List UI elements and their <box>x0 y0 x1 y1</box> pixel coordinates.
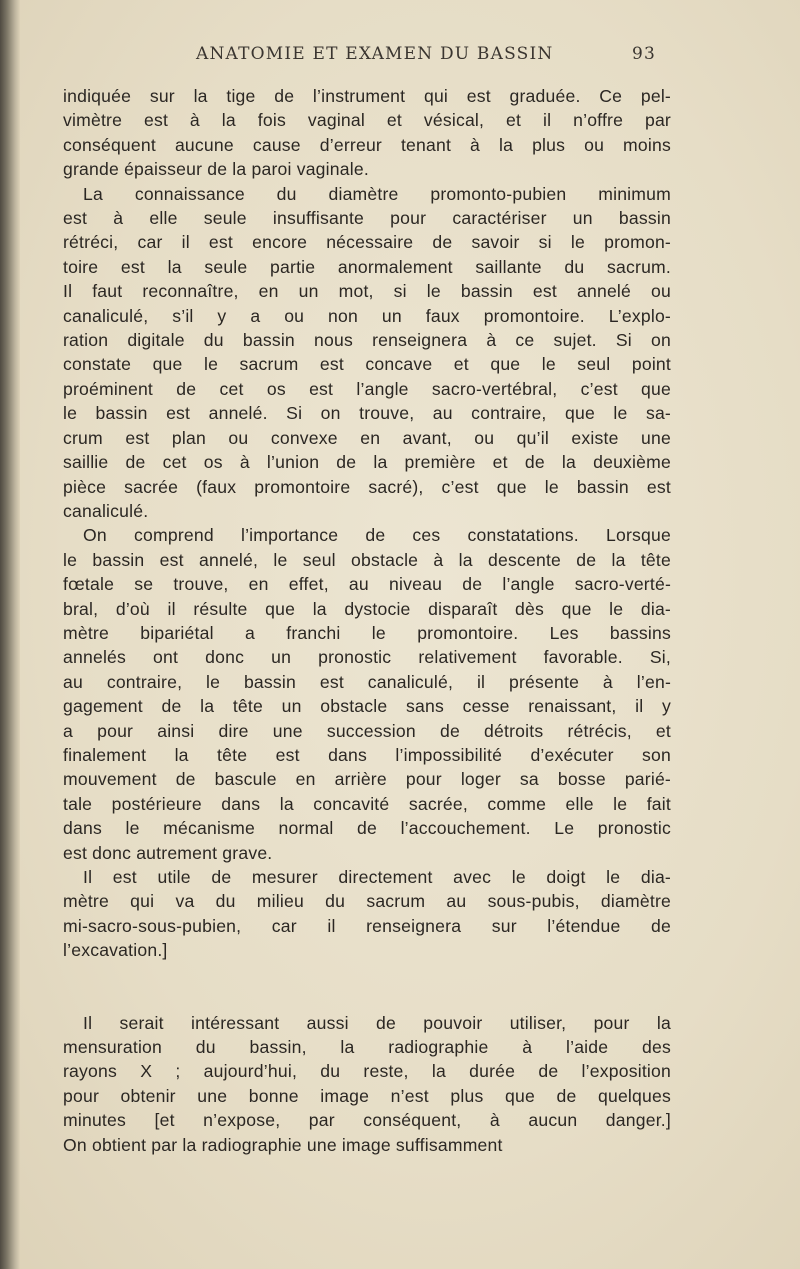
text-line: canaliculé, s’il y a ou non un faux promontoire. L’explo- <box>63 305 671 326</box>
text-line: bral, d’où il résulte que la dystocie disparaît dès que le dia- <box>63 598 671 619</box>
running-title: ANATOMIE ET EXAMEN DU BASSIN <box>196 44 554 64</box>
text-line: Il est utile de mesurer directement avec le doigt le dia- <box>83 867 671 887</box>
text-line: annelés ont donc un pronostic relativement favorable. Si, <box>63 647 671 668</box>
paragraph <box>63 1011 671 1157</box>
text-line: mensuration du bassin, la radiographie à l’aide des <box>63 1037 671 1058</box>
text-line: finalement la tête est dans l’impossibilité d’exécuter son <box>63 744 671 765</box>
text-line: fœtale se trouve, en effet, au niveau de l’angle sacro-verté- <box>63 574 671 595</box>
text-line: proéminent de cet os est l’angle sacro-vertébral, c’est que <box>63 378 671 399</box>
text-line: le bassin est annelé. Si on trouve, au contraire, que le sa- <box>63 403 671 424</box>
book-spine-shadow <box>0 0 20 1269</box>
text-line: crum est plan ou convexe en avant, ou qu’il existe une <box>63 427 671 448</box>
text-line: l’excavation.] <box>63 940 168 961</box>
text-line: pour obtenir une bonne image n’est plus que de quelques <box>63 1085 671 1106</box>
text-line: tale postérieure dans la concavité sacrée, comme elle le fait <box>63 793 671 814</box>
text-line: gagement de la tête un obstacle sans cesse renaissant, il y <box>63 696 671 717</box>
text-line: a pour ainsi dire une succession de détroits rétrécis, et <box>63 720 671 741</box>
text-line: dans le mécanisme normal de l’accouchement. Le pronostic <box>63 818 671 839</box>
running-header <box>196 44 656 66</box>
text-line: au contraire, le bassin est canaliculé, il présente à l’en- <box>63 671 671 692</box>
text-line: est à elle seule insuffisante pour caractériser un bassin <box>63 208 671 229</box>
text-line: La connaissance du diamètre promonto-pubien minimum <box>83 183 671 204</box>
text-line: rétréci, car il est encore nécessaire de savoir si le promon- <box>63 232 671 253</box>
text-line: minutes [et n’expose, par conséquent, à aucun danger.] <box>63 1110 671 1131</box>
paragraph <box>63 84 671 182</box>
text-line: rayons X ; aujourd’hui, du reste, la durée de l’exposition <box>63 1061 671 1082</box>
text-line: saillie de cet os à l’union de la première et de la deuxième <box>63 452 671 473</box>
text-line: constate que le sacrum est concave et que le seul point <box>63 354 671 375</box>
paragraph <box>63 182 671 524</box>
text-line: indiquée sur la tige de l’instrument qui est graduée. Ce pel- <box>63 86 671 106</box>
text-line: pièce sacrée (faux promontoire sacré), c’est que le bassin est <box>63 476 671 497</box>
text-line: vimètre est à la fois vaginal et vésical, et il n’offre par <box>63 110 671 131</box>
page-number: 93 <box>631 44 656 64</box>
text-line: On obtient par la radiographie une image suffisamment <box>63 1134 503 1155</box>
text-line: est donc autrement grave. <box>63 842 273 863</box>
text-line: mètre qui va du milieu du sacrum au sous-pubis, diamètre <box>63 891 671 912</box>
text-line: canaliculé. <box>63 500 149 521</box>
paragraph-gap <box>63 963 671 1011</box>
text-line: grande épaisseur de la paroi vaginale. <box>63 159 369 180</box>
text-line: ration digitale du bassin nous renseignera à ce sujet. Si on <box>63 330 671 351</box>
text-line: On comprend l’importance de ces constatations. Lorsque <box>83 525 671 546</box>
text-line: conséquent aucune cause d’erreur tenant à la plus ou moins <box>63 134 671 155</box>
text-line: Il serait intéressant aussi de pouvoir utiliser, pour la <box>83 1012 671 1033</box>
text-line: mi-sacro-sous-pubien, car il renseignera sur l’étendue de <box>63 915 671 936</box>
text-line: mouvement de bascule en arrière pour loger sa bosse parié- <box>63 769 671 790</box>
text-line: mètre bipariétal a franchi le promontoire. Les bassins <box>63 622 671 643</box>
text-line: le bassin est annelé, le seul obstacle à la descente de la tête <box>63 549 671 570</box>
body-text <box>63 84 671 1157</box>
paragraph <box>63 523 671 865</box>
paragraph <box>63 865 671 963</box>
text-line: Il faut reconnaître, en un mot, si le bassin est annelé ou <box>63 281 671 302</box>
text-line: toire est la seule partie anormalement saillante du sacrum. <box>63 256 671 277</box>
